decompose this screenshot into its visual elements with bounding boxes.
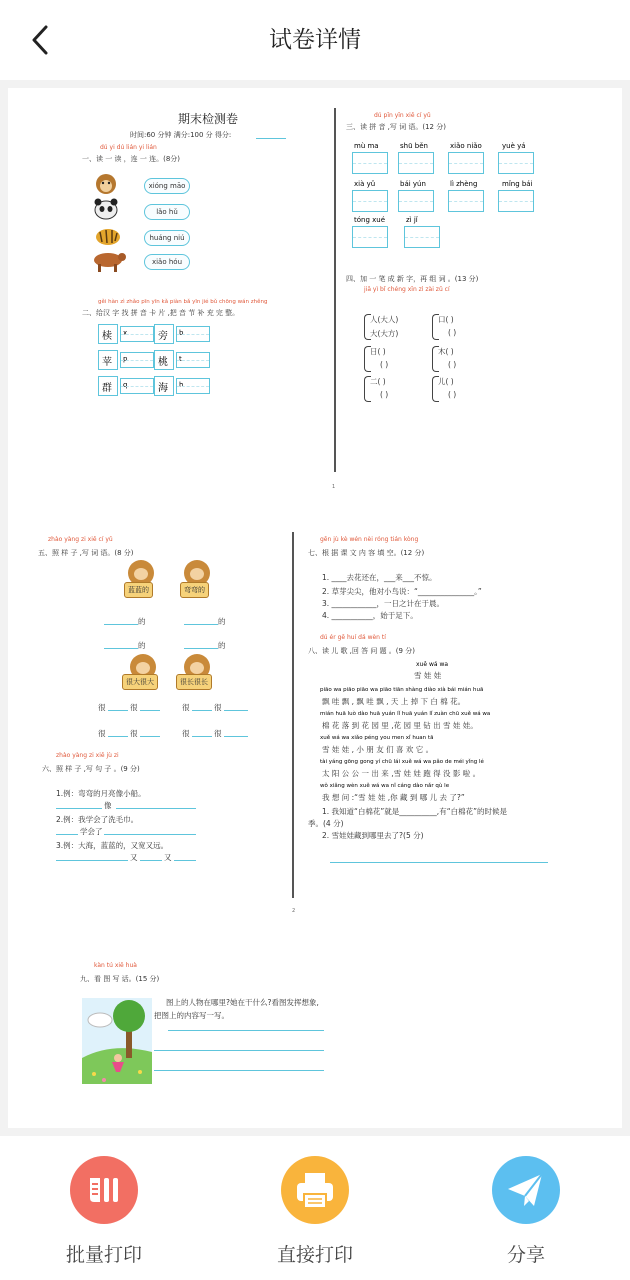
answer-blank (140, 710, 160, 711)
answer-blank (330, 862, 548, 863)
question-line: 2. 雪娃娃藏到哪里去了?(5 分) (322, 831, 424, 840)
answer-blank (104, 834, 196, 835)
poem-line: 棉 花 落 到 花 园 里 ,花 园 里 钻 出 雪 娃 娃。 (322, 721, 478, 730)
batch-print-label: 批量打印 (65, 1244, 142, 1266)
answer-blank (140, 736, 160, 737)
writing-grid (448, 190, 484, 212)
page-title: 试卷详情 (269, 27, 361, 53)
q1-pinyin: dú yi dú lián yi lián (100, 144, 157, 151)
sentence-example: 2.例：我学会了洗毛巾。 (56, 815, 139, 824)
word-item: 木( ) (438, 347, 454, 356)
pinyin-label: lì zhèng (450, 180, 478, 188)
question-line: 1. 我知道“白棉花”就是__________,有“白棉花”的时候是 (322, 807, 507, 816)
char-box: 旁 (154, 324, 174, 344)
word-item: ( ) (380, 390, 389, 399)
answer-blank (168, 1030, 324, 1031)
share-button[interactable] (456, 1156, 596, 1266)
pinyin-card: p (120, 352, 154, 368)
poem-line: 雪 娃 娃 , 小 朋 友 们 喜 欢 它 。 (322, 745, 434, 754)
word-item: ( ) (448, 328, 457, 337)
pinyin-option: lǎo hǔ (144, 204, 190, 220)
paper-title: 期末检测卷 (178, 112, 239, 126)
direct-print-button[interactable] (245, 1156, 385, 1266)
q4-pinyin: jiā yì bǐ chéng xīn zì zài zǔ cí (364, 286, 450, 293)
poem-line: 我 想 问 :“雪 娃 娃 ,你 藏 到 哪 儿 去 了?” (322, 793, 465, 802)
page-marker: 2 (292, 908, 296, 914)
writing-grid (352, 152, 388, 174)
writing-grid (398, 152, 434, 174)
q8-heading: 八、读 儿 歌 ,回 答 问 题 。(9 分) (308, 647, 415, 655)
q3-heading: 三、读 拼 音 ,写 词 语。(12 分) (346, 123, 446, 131)
pinyin-option: xiǎo hóu (144, 254, 190, 270)
pinyin-label: bái yún (400, 180, 426, 188)
pinyin-option: xióng māo (144, 178, 190, 194)
batch-print-button[interactable] (34, 1156, 174, 1266)
pinyin-label: zì jǐ (406, 216, 418, 224)
pinyin-label: xiǎo niǎo (450, 142, 482, 150)
hen-label: 很 (214, 729, 222, 738)
fill-line: 3. ____________，一日之计在于晨。 (322, 599, 445, 608)
question-line: 季。(4 分) (308, 819, 344, 828)
answer-blank (108, 710, 128, 711)
q9-heading: 九、看 图 写 话。(15 分) (80, 975, 160, 983)
char-box: 椟 (98, 324, 118, 344)
poem-title: 雪 娃 娃 (414, 671, 442, 680)
answer-blank (140, 860, 162, 861)
batch-print-icon (70, 1156, 138, 1224)
pinyin-label: mù ma (354, 142, 379, 150)
monkey-animal-icon (94, 172, 118, 196)
word-item: 人(大人) (370, 315, 399, 324)
sentence-example: 1.例：弯弯的月亮像小船。 (56, 789, 146, 798)
q6-heading: 六、照 样 子 ,写 句 子 。(9 分) (42, 765, 140, 773)
answer-blank (192, 736, 212, 737)
writing-grid (352, 190, 388, 212)
poem-line: 飘 哇 飘 , 飘 哇 飘 , 天 上 掉 下 白 棉 花。 (322, 697, 466, 706)
writing-grid (352, 226, 388, 248)
word-item: 日( ) (370, 347, 386, 356)
blank-suffix: 的 (218, 641, 226, 650)
poem-line: 太 阳 公 公 一 出 来 ,雪 娃 娃 跑 得 没 影 啦 。 (322, 769, 481, 778)
hen-label: 很 (98, 703, 106, 712)
poem-pinyin-line: tài yáng gōng gong yí chū lái xuě wá wa pǎo de méi yǐng lé (320, 759, 484, 765)
blank-suffix: 的 (218, 617, 226, 626)
bottom-action-bar (0, 1136, 630, 1280)
answer-blank (224, 736, 248, 737)
sentence-word: 又 (130, 853, 138, 862)
answer-blank (104, 624, 138, 625)
word-item: 口( ) (438, 315, 454, 324)
q7-heading: 七、根 据 课 文 内 容 填 空。(12 分) (308, 549, 425, 557)
pinyin-card: q (120, 378, 154, 394)
char-box: 桃 (154, 350, 174, 370)
answer-blank (184, 624, 218, 625)
writing-grid (498, 190, 534, 212)
q9-pinyin: kàn tú xiě huà (94, 962, 137, 969)
char-box: 海 (154, 376, 174, 396)
printer-icon (281, 1156, 349, 1224)
q4-heading: 四、加 一 笔 成 新 字，再 组 词 。(13 分) (346, 275, 479, 283)
direct-print-label: 直接打印 (276, 1244, 353, 1266)
poem-pinyin-line: piāo wa piāo piāo wa piāo tiān shàng diào xià bái mián huā (320, 687, 484, 693)
app-header (0, 0, 630, 80)
example-tag: 蓝蓝的 (124, 582, 153, 598)
column-divider (292, 532, 294, 898)
poem-pinyin-line: wǒ xiǎng wèn xuě wá wa nǐ cáng dào nǎr qù le (320, 783, 450, 789)
answer-blank (154, 1070, 324, 1071)
hen-label: 很 (182, 729, 190, 738)
picture-illustration (82, 998, 152, 1084)
example-tag: 弯弯的 (180, 582, 209, 598)
sentence-word: 学会了 (80, 827, 103, 836)
answer-blank (192, 710, 212, 711)
writing-prompt: 图上的人物在哪里?她在干什么?看图发挥想象, 把图上的内容写一写。 (154, 998, 319, 1020)
pinyin-label: shū běn (400, 142, 428, 150)
answer-blank (56, 834, 78, 835)
sentence-word: 又 (164, 853, 172, 862)
answer-blank (56, 808, 102, 809)
page-marker: 1 (332, 484, 336, 490)
poem-title-pinyin: xuě wá wa (416, 661, 449, 668)
pinyin-label: yuè yá (502, 142, 526, 150)
blank-suffix: 的 (138, 641, 146, 650)
panda-animal-icon (92, 198, 120, 220)
score-blank (256, 138, 286, 139)
q2-pinyin: gěi hàn zì zhǎo pīn yīn kǎ piàn bǎ yīn jié bǔ chōng wán zhěng (98, 299, 268, 305)
exam-paper-preview (8, 88, 622, 1128)
pinyin-card: t (176, 352, 210, 368)
share-send-icon (492, 1156, 560, 1224)
fill-line: 1. ____去花还在，___来___不惊。 (322, 573, 437, 582)
writing-grid (498, 152, 534, 174)
q6-pinyin: zhào yàng zi xiě jù zi (56, 752, 119, 759)
hen-label: 很 (130, 703, 138, 712)
q5-pinyin: zhào yàng zi xiě cí yǔ (48, 536, 113, 543)
char-box: 苹 (98, 350, 118, 370)
pinyin-label: xià yǔ (354, 180, 376, 188)
example-tag: 很长很长 (176, 674, 212, 690)
q8-pinyin: dú ér gē huí dá wèn tí (320, 634, 386, 641)
answer-blank (108, 736, 128, 737)
q7-pinyin: gēn jù kè wén nèi róng tián kòng (320, 536, 419, 543)
answer-blank (56, 860, 128, 861)
q3-pinyin: dú pīn yīn xiě cí yǔ (374, 112, 431, 119)
paper-meta: 时间:60 分钟 满分:100 分 得分: (130, 131, 232, 139)
answer-blank (104, 648, 138, 649)
fill-line: 2. 草芽尖尖，他对小鸟说：“_______________。” (322, 587, 482, 596)
hen-label: 很 (182, 703, 190, 712)
answer-blank (154, 1050, 324, 1051)
word-item: 大(大方) (370, 329, 399, 338)
word-item: ( ) (448, 390, 457, 399)
column-divider (334, 108, 336, 472)
pinyin-label: mǐng bái (502, 180, 533, 188)
hen-label: 很 (98, 729, 106, 738)
hen-label: 很 (214, 703, 222, 712)
word-item: 二( ) (370, 377, 386, 386)
q1-heading: 一、读 一 读 ，连 一 连。(8分) (82, 155, 181, 163)
word-item: ( ) (448, 360, 457, 369)
hen-label: 很 (130, 729, 138, 738)
answer-blank (224, 710, 248, 711)
pinyin-card: x (120, 326, 154, 342)
word-item: ( ) (380, 360, 389, 369)
answer-blank (116, 808, 196, 809)
pinyin-option: huáng niú (144, 230, 190, 246)
q5-heading: 五、照 样 子 ,写 词 语。(8 分) (38, 549, 134, 557)
sentence-example: 3.例：大海，蓝蓝的，又宽又远。 (56, 841, 169, 850)
pinyin-card: b (176, 326, 210, 342)
answer-blank (174, 860, 196, 861)
word-item: 儿( ) (438, 377, 454, 386)
pinyin-label: tóng xué (354, 216, 386, 224)
writing-grid (398, 190, 434, 212)
fill-line: 4. ___________，始于足下。 (322, 611, 418, 620)
blank-suffix: 的 (138, 617, 146, 626)
writing-grid (448, 152, 484, 174)
poem-pinyin-line: xuě wá wa xiǎo péng you men xǐ huan tā (320, 735, 434, 741)
tiger-animal-icon (94, 226, 122, 246)
writing-grid (404, 226, 440, 248)
answer-blank (184, 648, 218, 649)
cow-animal-icon (90, 250, 126, 272)
example-tag: 很大很大 (122, 674, 158, 690)
char-box: 群 (98, 376, 118, 396)
share-label: 分享 (506, 1244, 545, 1266)
poem-pinyin-line: mián huā luò dào huā yuán lǐ huā yuán lǐ zuàn chū xuě wá wa (320, 711, 491, 717)
pinyin-card: h (176, 378, 210, 394)
q2-heading: 二、给汉 字 找 拼 音 卡 片 ,把 音 节 补 充 完 整。 (82, 309, 240, 317)
sentence-word: 像 (104, 801, 112, 810)
